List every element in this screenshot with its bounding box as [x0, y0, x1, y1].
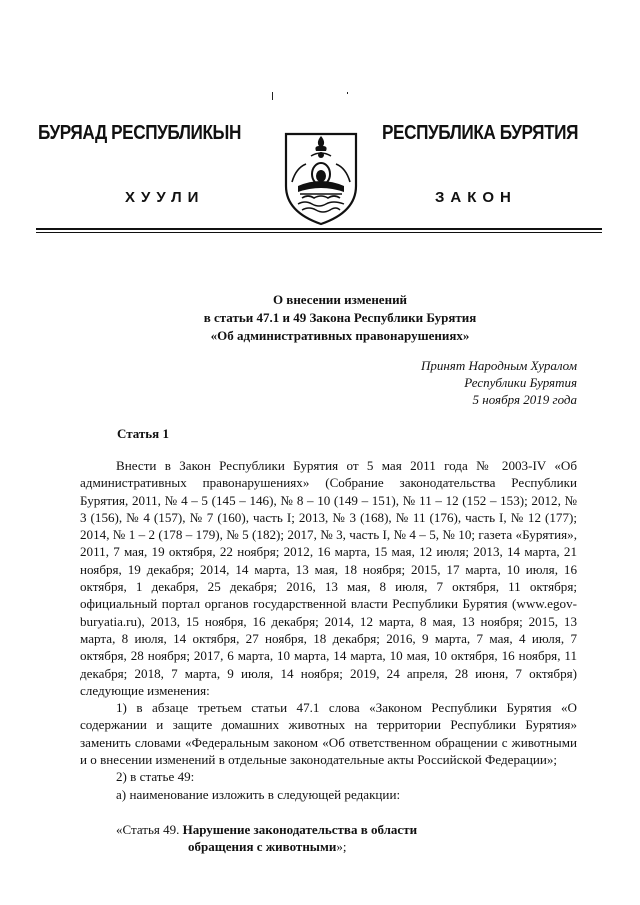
quote-prefix: «Статья 49. — [116, 821, 180, 837]
adoption-note — [421, 357, 577, 408]
quote-suffix: »; — [336, 839, 347, 855]
amendment-item-1: 1) в абзаце третьем статьи 47.1 слова «Законом Республики Бурятия «О содержании и защите домашних животных на территории Республики Бурятия» заменить словами «Федеральным законом «Об ответственном обращении с животными и о внесении изменений в отдельные законодательные акты Российской Федерации»; — [80, 700, 577, 768]
scan-mark — [272, 92, 273, 100]
adoption-date: 5 ноября 2019 года — [472, 392, 577, 407]
amendment-item-2: 2) в статье 49: — [116, 769, 195, 785]
header-divider — [36, 228, 602, 230]
quote-line-1: Нарушение законодательства в области — [182, 821, 418, 837]
quoted-article-heading — [80, 821, 577, 856]
intro-paragraph: Внести в Закон Республики Бурятия от 5 мая 2011 года № 2003-IV «Об административных правонарушениях» (Собрание законодательства Республики Бурятия, 2011, № 4 – 5 (145 – 146), № 8 – 10 (149 – 151), № 11 – 12 (152 – 153); 2012, № 3 (156), № 4 (157), № 7 (160), часть I; 2013, № 3 (168), № 11 (176), часть I, № 12 (177); 2014, № 1 – 2 (178 – 179), № 5 (182); 2017, № 3, часть I, № 4 – 5, № 10; газета «Бурятия», 2011, 7 мая, 19 октября, 22 ноября; 2012, 16 марта, 15 мая, 12 июля; 2013, 14 марта, 21 ноября, 19 декабря; 2014, 14 марта, 13 мая, 18 ноября; 2015, 17 марта, 10 июля, 16 октября, 1 декабря, 25 декабря; 2016, 13 мая, 8 июля, 7 октября, 11 октября; официальный портал органов государственной власти Республики Бурятия (www.egov-buryatia.ru), 2013, 15 ноября, 16 декабря; 2014, 12 марта, 8 мая, 13 ноября; 2015, 13 марта, 8 июля, 14 октября, 27 ноября, 18 декабря; 2016, 9 марта, 7 мая, 4 июля, 7 октября, 28 ноября; 2017, 6 марта, 10 марта, 14 марта, 10 мая, 10 октября, 16 ноября, 11 декабря; 2018, 7 марта, 9 июля, 14 ноября; 2019, 24 апреля, 28 июня, 7 октября) следующие изменения: — [80, 458, 577, 698]
article-heading: Статья 1 — [117, 426, 169, 441]
article-body — [80, 457, 577, 856]
amendment-item-2a: а) наименование изложить в следующей редакции: — [116, 786, 401, 802]
law-title — [0, 291, 640, 345]
law-title-line: «Об административных правонарушениях» — [210, 328, 470, 343]
buryatia-coat-of-arms-icon — [278, 124, 364, 228]
adoption-line: Республики Бурятия — [464, 375, 577, 390]
header-divider-thin — [36, 232, 602, 233]
quote-line-2: обращения с животными — [188, 839, 337, 855]
header-right-title: РЕСПУБЛИКА БУРЯТИЯ — [382, 122, 579, 144]
header-right-subtitle: ЗАКОН — [435, 189, 517, 206]
scan-mark — [347, 92, 348, 94]
header-left-title: БУРЯАД РЕСПУБЛИКЫН — [38, 122, 241, 144]
header-left-subtitle: ХУУЛИ — [125, 189, 205, 206]
law-title-line: в статьи 47.1 и 49 Закона Республики Бурятия — [203, 310, 477, 325]
adoption-line: Принят Народным Хуралом — [420, 358, 577, 373]
law-title-line: О внесении изменений — [272, 292, 408, 307]
